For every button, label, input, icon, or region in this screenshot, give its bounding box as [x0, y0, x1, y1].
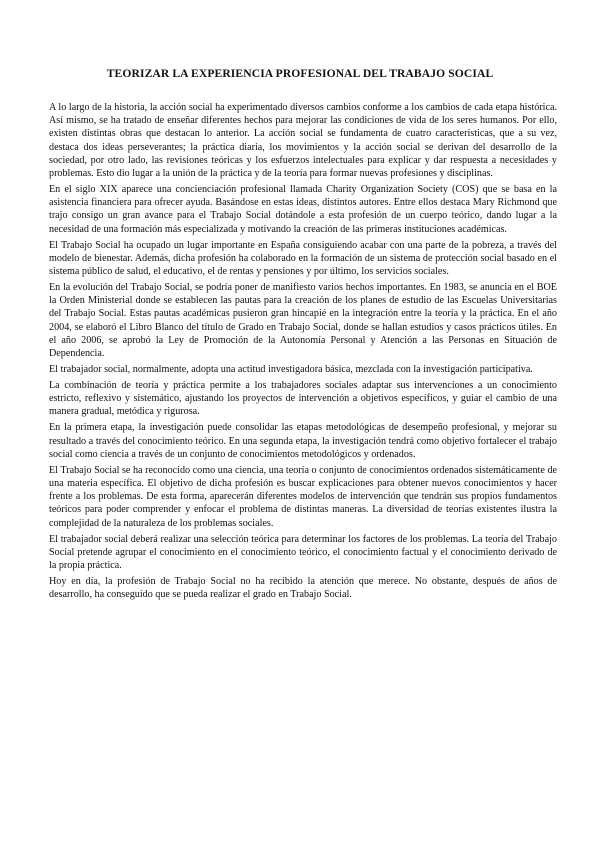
document-body [49, 101, 557, 604]
paragraph: El Trabajo Social ha ocupado un lugar importante en España consiguiendo acabar con una parte de la pobreza, a través del modelo de bienestar. Además, dicha profesión ha colaborado en la formación de un sistema de protección social basado en el sistema público de salud, el educativo, el de rentas y pensiones y por último, los servicios sociales. [49, 239, 557, 278]
paragraph: En la primera etapa, la investigación puede consolidar las etapas metodológicas de desempeño profesional, y mejorar su resultado a través del conocimiento teórico. En una segunda etapa, la investigación tendrá como objetivo fortalecer el trabajo social como ciencia a través de un conjunto de conocimientos metodológicos y ordenados. [49, 422, 557, 460]
paragraph: El Trabajo Social se ha reconocido como una ciencia, una teoría o conjunto de conocimientos ordenados sistemáticamente de una materia específica. El objetivo de dicha profesión es buscar explicaciones para obtener nuevos conocimientos y hacer frente a los problemas. De esta forma, aparecerán diferentes modelos de intervención que tendrán sus propios fundamentos teóricos para poder comprender y enfocar el problema de distintas maneras. La diversidad de teorías existentes ilustra la complejidad de la naturaleza de los problemas sociales. [49, 464, 557, 529]
paragraph: En la evolución del Trabajo Social, se podría poner de manifiesto varios hechos importantes. En 1983, se anuncia en el BOE la Orden Ministerial donde se establecen las pautas para la creación de los planes de estudio de las Escuelas Universitarias del Trabajo Social. Estas pautas académicas pusieron gran hincapié en la integración entre la teoría y la práctica. En el año 2004, se elaboró el Libro Blanco del título de Grado en Trabajo Social, donde se hallan estudios y casos prácticos útiles. En el año 2006, se aprobó la Ley de Promoción de la Autonomía Personal y Atención a las Personas en Situación de Dependencia. [49, 282, 557, 360]
paragraph: La combinación de teoría y práctica permite a los trabajadores sociales adaptar sus intervenciones a un conocimiento estricto, reflexivo y sistemático, ajustando los proyectos de intervención a objetivos específicos, y guiar el cambio de una manera gradual, metódica y rigurosa. [49, 380, 557, 418]
paragraph: A lo largo de la historia, la acción social ha experimentado diversos cambios conforme a los cambios de cada etapa histórica. Así mismo, se ha tratado de enseñar diferentes hechos para mejorar las condiciones de vida de los seres humanos. Por ello, existen distintas obras que destacan lo anterior. La acción social se fundamenta de cuatro características, que a su vez, destaca dos ideas perseverantes; la práctica diaria, los movimientos y la acción social se derivan del desarrollo de la sociedad, por otro lado, las revisiones teóricas y los esfuerzos intelectuales para explicar y dar respuesta a necesidades y problemas. Esto dio lugar a la unión de la práctica y de la teoría para formar nuevas profesiones y disciplinas. [49, 102, 557, 180]
paragraph: Hoy en día, la profesión de Trabajo Social no ha recibido la atención que merece. No obstante, después de años de desarrollo, ha conseguido que se pueda realizar el grado en Trabajo Social. [49, 576, 557, 601]
paragraph: El trabajador social, normalmente, adopta una actitud investigadora básica, mezclada con la investigación participativa. [49, 364, 533, 376]
paragraph: En el siglo XIX aparece una concienciación profesional llamada Charity Organization Society (COS) que se basa en la asistencia financiera para ofrecer ayuda. Basándose en estas ideas, distintos autores. Entre ellos destaca Mary Richmond que trajo consigo un gran avance para el Trabajo Social dotándole a esta profesión de un cuerpo teórico, dando lugar a la necesidad de una formación más especializada y motivando la creación de las primeras instituciones académicas. [49, 184, 557, 235]
document-title: TEORIZAR LA EXPERIENCIA PROFESIONAL DEL TRABAJO SOCIAL [106, 67, 494, 80]
paragraph: El trabajador social deberá realizar una selección teórica para determinar los factores de los problemas. La teoría del Trabajo Social pretende agrupar el conocimiento en el conocimiento teórico, el conocimiento factual y el conocimiento derivado de la propia práctica. [49, 533, 557, 572]
